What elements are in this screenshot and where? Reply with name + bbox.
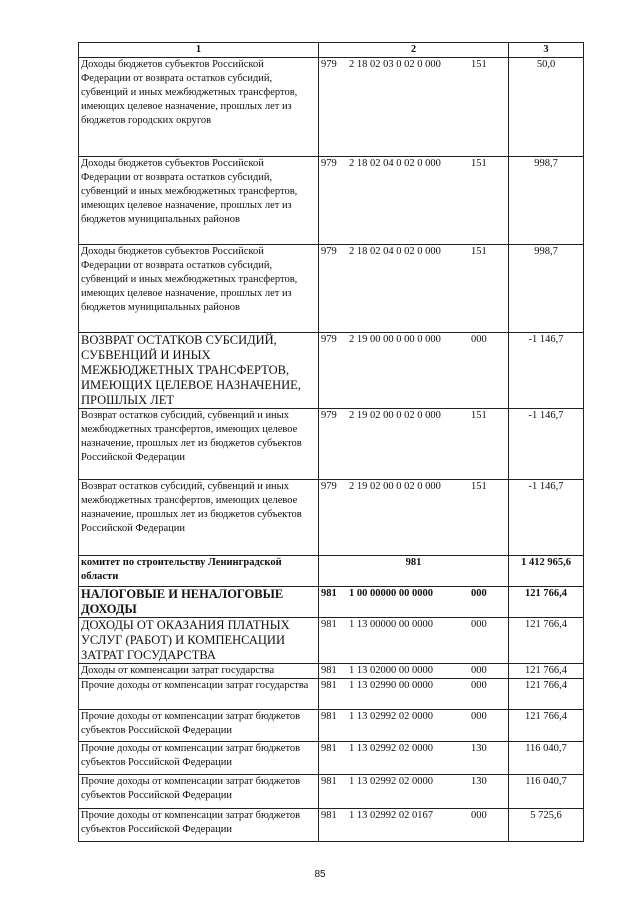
row-code (319, 409, 509, 480)
admin-code: 981 (321, 665, 337, 676)
sub-code: 151 (471, 59, 487, 70)
row-description: Доходы от компенсации затрат государства (79, 664, 319, 679)
row-description: ДОХОДЫ ОТ ОКАЗАНИЯ ПЛАТНЫХ УСЛУГ (РАБОТ) И КОМПЕНСАЦИИ ЗАТРАТ ГОСУДАРСТВА (79, 618, 319, 664)
sub-code: 151 (471, 158, 487, 169)
row-amount: 121 766,4 (509, 679, 584, 710)
row-code (319, 679, 509, 710)
budget-classification-code: 1 13 02000 00 0000 (349, 665, 433, 676)
page-number: 85 (314, 869, 326, 880)
table-row (79, 333, 584, 409)
row-description: Прочие доходы от компенсации затрат государства (79, 679, 319, 710)
table-row (79, 742, 584, 775)
row-amount: -1 146,7 (509, 333, 584, 409)
row-code (319, 664, 509, 679)
row-code (319, 587, 509, 618)
row-description: Доходы бюджетов субъектов Российской Федерации от возврата остатков субсидий, субвенций и иных межбюджетных трансфертов, имеющих целевое назначение, прошлых лет из бюджетов муниципальных районов (79, 245, 319, 333)
table-row (79, 587, 584, 618)
row-amount: 121 766,4 (509, 618, 584, 664)
row-amount: -1 146,7 (509, 480, 584, 556)
budget-classification-code: 2 19 02 00 0 02 0 000 (349, 410, 441, 421)
row-description: Прочие доходы от компенсации затрат бюджетов субъектов Российской Федерации (79, 775, 319, 809)
admin-code: 979 (321, 481, 337, 492)
row-amount: 5 725,6 (509, 809, 584, 842)
header-row (79, 43, 584, 58)
row-code (319, 742, 509, 775)
sub-code: 000 (471, 665, 487, 676)
row-code: 981 (319, 556, 509, 587)
row-description: Возврат остатков субсидий, субвенций и иных межбюджетных трансфертов, имеющих целевое назначение, прошлых лет из бюджетов субъектов Российской Федерации (79, 409, 319, 480)
row-amount: 121 766,4 (509, 664, 584, 679)
row-code (319, 245, 509, 333)
row-code (319, 809, 509, 842)
row-code (319, 710, 509, 742)
table-row (79, 409, 584, 480)
table-row (79, 157, 584, 245)
sub-code: 130 (471, 743, 487, 754)
budget-classification-code: 1 13 02990 00 0000 (349, 680, 433, 691)
table-row (79, 679, 584, 710)
row-description: Прочие доходы от компенсации затрат бюджетов субъектов Российской Федерации (79, 809, 319, 842)
table-row (79, 710, 584, 742)
table-row (79, 556, 584, 587)
admin-code: 981 (321, 743, 337, 754)
row-code (319, 157, 509, 245)
header-col-1: 1 (79, 43, 319, 58)
table-row (79, 775, 584, 809)
sub-code: 151 (471, 481, 487, 492)
row-description: Прочие доходы от компенсации затрат бюджетов субъектов Российской Федерации (79, 742, 319, 775)
row-description: Прочие доходы от компенсации затрат бюджетов субъектов Российской Федерации (79, 710, 319, 742)
budget-classification-code: 2 19 00 00 0 00 0 000 (349, 334, 441, 345)
header-col-2: 2 (319, 43, 509, 58)
admin-code: 979 (321, 246, 337, 257)
row-amount: 116 040,7 (509, 742, 584, 775)
row-code (319, 618, 509, 664)
admin-code: 979 (321, 334, 337, 345)
admin-code: 981 (321, 711, 337, 722)
row-amount: 50,0 (509, 58, 584, 157)
sub-code: 151 (471, 246, 487, 257)
budget-classification-code: 1 13 02992 02 0000 (349, 776, 433, 787)
row-description: Доходы бюджетов субъектов Российской Федерации от возврата остатков субсидий, субвенций и иных межбюджетных трансфертов, имеющих целевое назначение, прошлых лет из бюджетов городских округов (79, 58, 319, 157)
table-row (79, 480, 584, 556)
row-amount: 1 412 965,6 (509, 556, 584, 587)
budget-classification-code: 1 13 02992 02 0000 (349, 743, 433, 754)
budget-classification-code: 2 18 02 03 0 02 0 000 (349, 59, 441, 70)
row-description: Возврат остатков субсидий, субвенций и иных межбюджетных трансфертов, имеющих целевое назначение, прошлых лет из бюджетов субъектов Российской Федерации (79, 480, 319, 556)
budget-table (78, 42, 584, 842)
table-row (79, 58, 584, 157)
row-description: комитет по строительству Ленинградской области (79, 556, 319, 587)
admin-code: 981 (321, 619, 337, 630)
sub-code: 130 (471, 776, 487, 787)
row-amount: 121 766,4 (509, 710, 584, 742)
row-amount: 998,7 (509, 157, 584, 245)
row-code (319, 480, 509, 556)
sub-code: 151 (471, 410, 487, 421)
sub-code: 000 (471, 711, 487, 722)
budget-classification-code: 1 13 00000 00 0000 (349, 619, 433, 630)
row-code (319, 58, 509, 157)
header-col-3: 3 (509, 43, 584, 58)
row-amount: 116 040,7 (509, 775, 584, 809)
sub-code: 000 (471, 588, 487, 599)
admin-code: 981 (321, 588, 337, 599)
admin-code: 979 (321, 59, 337, 70)
row-amount: 121 766,4 (509, 587, 584, 618)
budget-classification-code: 2 18 02 04 0 02 0 000 (349, 246, 441, 257)
row-description: ВОЗВРАТ ОСТАТКОВ СУБСИДИЙ, СУБВЕНЦИЙ И ИНЫХ МЕЖБЮДЖЕТНЫХ ТРАНСФЕРТОВ, ИМЕЮЩИХ ЦЕЛЕВОЕ НАЗНАЧЕНИЕ, ПРОШЛЫХ ЛЕТ (79, 333, 319, 409)
row-code (319, 333, 509, 409)
table-row (79, 618, 584, 664)
sub-code: 000 (471, 334, 487, 345)
admin-code: 979 (321, 410, 337, 421)
table-row (79, 664, 584, 679)
row-code (319, 775, 509, 809)
sub-code: 000 (471, 619, 487, 630)
sub-code: 000 (471, 810, 487, 821)
table-row (79, 245, 584, 333)
admin-code: 981 (321, 776, 337, 787)
budget-classification-code: 1 13 02992 02 0167 (349, 810, 433, 821)
budget-classification-code: 2 18 02 04 0 02 0 000 (349, 158, 441, 169)
row-amount: 998,7 (509, 245, 584, 333)
budget-classification-code: 2 19 02 00 0 02 0 000 (349, 481, 441, 492)
admin-code: 981 (321, 810, 337, 821)
admin-code: 979 (321, 158, 337, 169)
row-description: Доходы бюджетов субъектов Российской Федерации от возврата остатков субсидий, субвенций и иных межбюджетных трансфертов, имеющих целевое назначение, прошлых лет из бюджетов муниципальных районов (79, 157, 319, 245)
admin-code: 981 (321, 680, 337, 691)
budget-classification-code: 1 13 02992 02 0000 (349, 711, 433, 722)
table-row (79, 809, 584, 842)
sub-code: 000 (471, 680, 487, 691)
row-amount: -1 146,7 (509, 409, 584, 480)
budget-classification-code: 1 00 00000 00 0000 (349, 588, 433, 599)
row-description: НАЛОГОВЫЕ И НЕНАЛОГОВЫЕ ДОХОДЫ (79, 587, 319, 618)
